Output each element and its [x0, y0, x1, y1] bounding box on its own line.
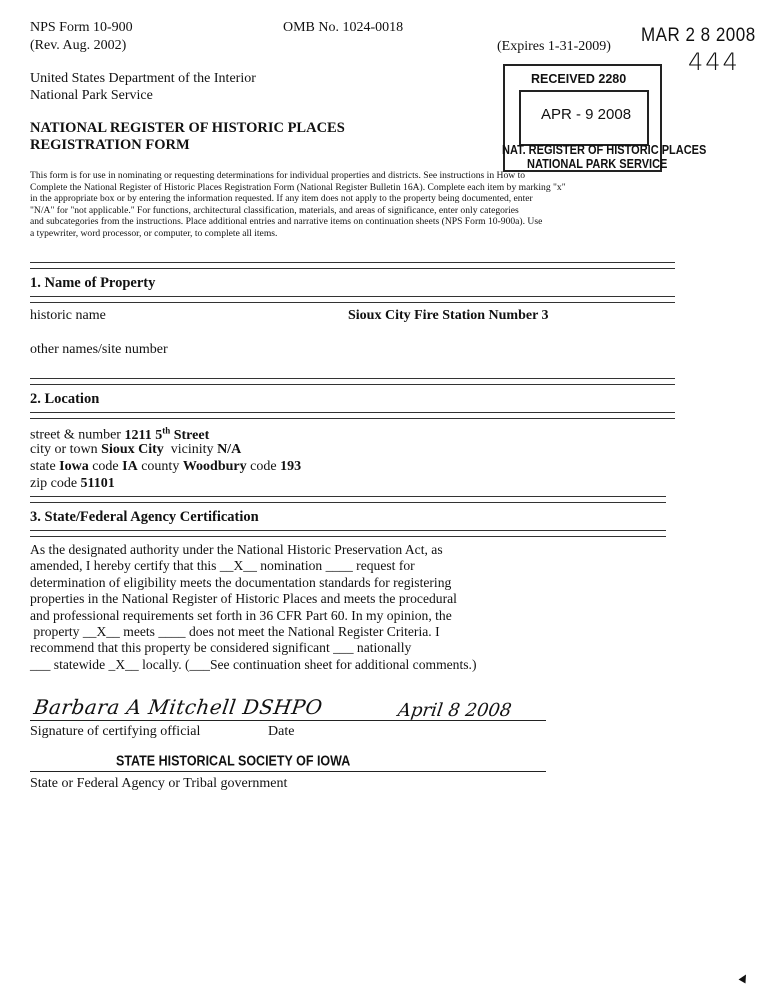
instructions-line: in the appropriate box or by entering the information requested. If any item does not apply to the property being documented, enter [30, 193, 533, 204]
state-label: state [30, 459, 56, 474]
zip-label: zip code [30, 476, 78, 491]
agency-line [30, 771, 546, 772]
certification-line: determination of eligibility meets the documentation standards for registering [30, 574, 452, 590]
other-names-label: other names/site number [30, 342, 168, 357]
county-label: county [141, 459, 180, 474]
signature-line [30, 720, 546, 721]
stamp-date: APR - 9 2008 [541, 106, 632, 123]
instructions-line: "N/A" for "not applicable." For functions, architectural classification, materials, and areas of significance, enter only categories [30, 204, 519, 216]
state-code-value: IA [122, 459, 138, 474]
agency-name: STATE HISTORICAL SOCIETY OF IOWA [116, 753, 351, 770]
city-value: Sioux City [101, 442, 164, 457]
street-line [30, 425, 209, 444]
county-value: Woodbury [182, 459, 247, 474]
certification-line: and professional requirements set forth in 36 CFR Part 60. In my opinion, the [30, 607, 452, 623]
historic-name-label: historic name [30, 308, 106, 323]
state-value: Iowa [59, 459, 89, 474]
state-code-label: code [92, 459, 119, 474]
certification-text [30, 542, 476, 673]
section-3-heading: 3. State/Federal Agency Certification [30, 509, 259, 525]
scan-mark-icon [739, 973, 750, 984]
omb-number: OMB No. 1024-0018 [283, 20, 404, 35]
certification-line: As the designated authority under the National Historic Preservation Act, as [30, 542, 443, 557]
section-divider [30, 496, 666, 503]
certification-line: properties in the National Register of Historic Places and meets the procedural [30, 591, 457, 607]
stamp-received-text: RECEIVED 2280 [531, 72, 627, 86]
date-stamp: MAR 2 8 2008 [641, 23, 756, 46]
county-code-label: code [250, 459, 277, 474]
county-code-value: 193 [280, 459, 302, 474]
instructions-line: This form is for use in nominating or requesting determinations for individual properties and districts. See instructions in How to [30, 170, 526, 181]
handwritten-number: 444 [688, 48, 740, 76]
instructions-line: and subcategories from the instructions. Place additional entries and narrative items on continuation sheets (NPS Form 10-900a). Use [30, 216, 543, 227]
historic-name-value: Sioux City Fire Station Number 3 [348, 308, 549, 323]
instructions-line: Complete the National Register of Historic Places Registration Form (National Register Bulletin 16A). Complete each item by marking "x" [30, 181, 566, 193]
section-divider [30, 412, 675, 419]
city-label: city or town [30, 442, 98, 457]
section-divider [30, 262, 675, 269]
certification-line: property __X__ meets ____ does not meet the National Register Criteria. I [30, 624, 440, 640]
section-1-heading: 1. Name of Property [30, 275, 156, 291]
zip-line [30, 476, 115, 492]
form-title-line-1: NATIONAL REGISTER OF HISTORIC PLACES [30, 120, 345, 136]
section-divider [30, 530, 666, 537]
state-line [30, 459, 301, 475]
form-number: NPS Form 10-900 [30, 20, 133, 35]
signature: Barbara A Mitchell DSHPO [32, 695, 325, 719]
section-2-heading: 2. Location [30, 391, 100, 407]
section-divider [30, 296, 675, 303]
stamp-office-line-1: NAT. REGISTER OF HISTORIC PLACES [502, 143, 707, 158]
certification-line: amended, I hereby certify that this __X__ nomination ____ request for [30, 558, 415, 574]
section-divider [30, 378, 675, 385]
agency-line-2: National Park Service [30, 88, 153, 103]
zip-value: 51101 [80, 476, 115, 491]
certification-line: recommend that this property be considered significant ___ nationally [30, 640, 412, 656]
stamp-office-line-2: NATIONAL PARK SERVICE [527, 157, 668, 172]
form-revision: (Rev. Aug. 2002) [30, 38, 127, 53]
vicinity-value: N/A [217, 442, 242, 457]
street-label: street & number [30, 427, 121, 443]
expiration-date: (Expires 1-31-2009) [497, 39, 611, 54]
stamp-date-box [519, 90, 649, 146]
agency-line-1: United States Department of the Interior [30, 71, 256, 86]
date-label: Date [268, 724, 295, 739]
form-title-line-2: REGISTRATION FORM [30, 137, 190, 153]
city-line [30, 442, 241, 458]
agency-label: State or Federal Agency or Tribal government [30, 776, 288, 791]
vicinity-label: vicinity [170, 442, 214, 457]
street-value: 1211 5th Street [124, 425, 210, 443]
signature-label: Signature of certifying official [30, 724, 201, 739]
instructions-line: a typewriter, word processor, or computer, to complete all items. [30, 227, 278, 239]
certification-line: ___ statewide _X__ locally. (___See continuation sheet for additional comments.) [30, 656, 477, 672]
signature-date: April 8 2008 [396, 700, 513, 721]
